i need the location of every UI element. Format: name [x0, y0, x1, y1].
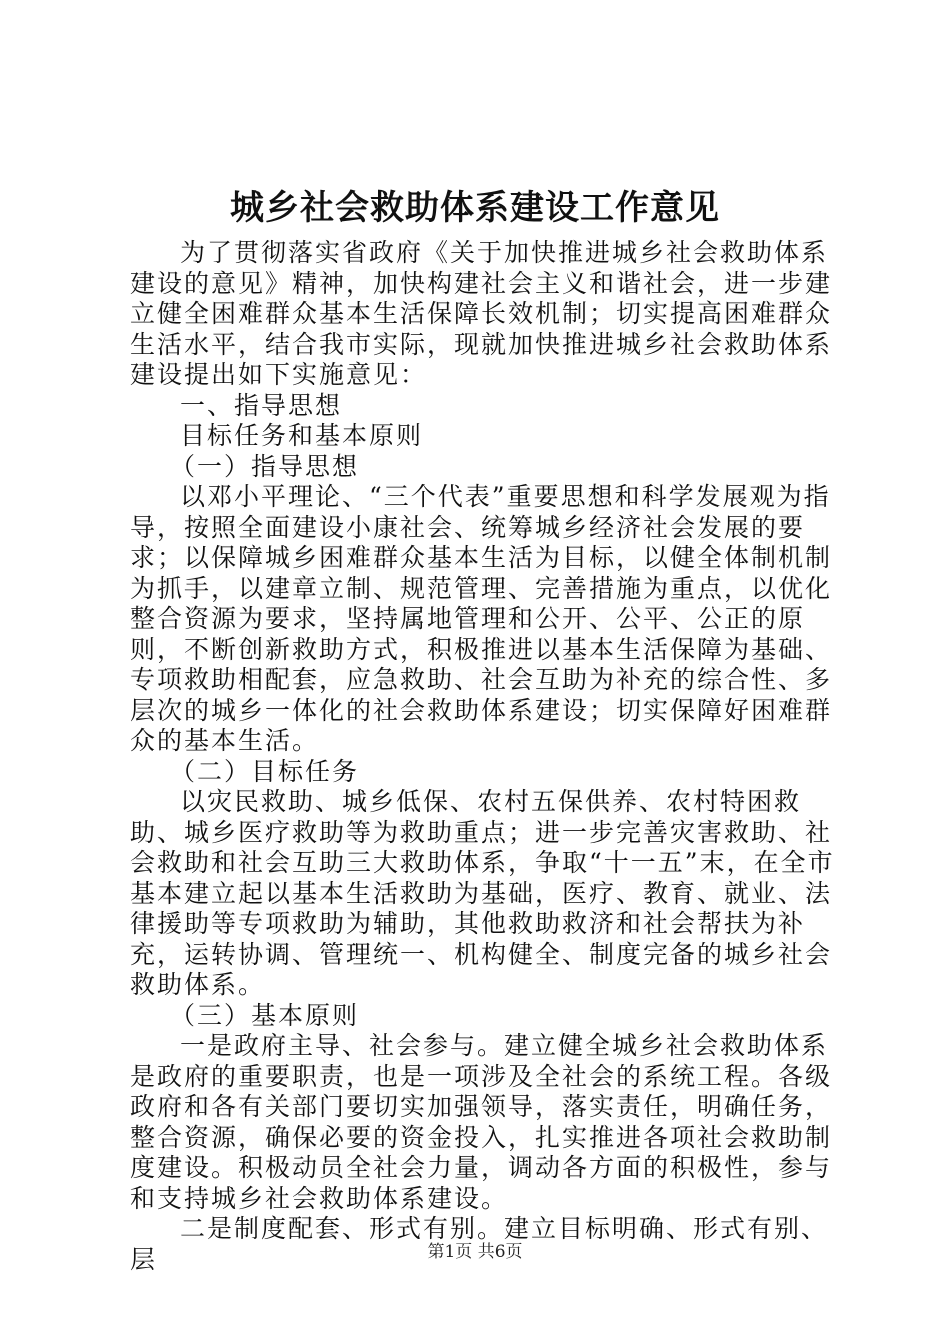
principle-two-paragraph: 二是制度配套、形式有别。建立目标明确、形式有别、层: [130, 1214, 829, 1274]
principle-one-paragraph: 一是政府主导、社会参与。建立健全城乡社会救助体系是政府的重要职责，也是一项涉及全社会的系统工程。各级政府和各有关部门要切实加强领导，落实责任，明确任务，整合资源，确保必要的资金投入，扎实推进各项社会救助制度建设。积极动员全社会力量，调动各方面的积极性，参与和支持城乡社会救助体系建设。: [130, 1031, 833, 1213]
target-tasks-paragraph: 以灾民救助、城乡低保、农村五保供养、农村特困救助、城乡医疗救助等为救助重点；进一步完善灾害救助、社会救助和社会互助三大救助体系，争取“十一五”末，在全市基本建立起以基本生活救助为基础，医疗、教育、就业、法律援助等专项救助为辅助，其他救助救济和社会帮扶为补充，运转协调、管理统一、机构健全、制度完备的城乡社会救助体系。: [130, 787, 835, 999]
guiding-thought-paragraph: 以邓小平理论、“三个代表”重要思想和科学发展观为指导，按照全面建设小康社会、统筹城乡经济社会发展的要求；以保障城乡困难群众基本生活为目标，以健全体制机制为抓手，以建章立制、规范管理、完善措施为重点，以优化整合资源为要求，坚持属地管理和公开、公平、公正的原则，不断创新救助方式，积极推进以基本生活保障为基础、专项救助相配套，应急救助、社会互助为补充的综合性、多层次的城乡一体化的社会救助体系建设；切实保障好困难群众的基本生活。: [130, 482, 833, 755]
subsection-heading-3: （三）基本原则: [170, 1000, 360, 1030]
section-heading-1: 一、指导思想: [180, 390, 343, 420]
page-number-footer: 第1页 共6页: [427, 1242, 523, 1262]
document-title: 城乡社会救助体系建设工作意见: [230, 188, 720, 228]
subsection-heading-2: （二）目标任务: [170, 756, 360, 786]
section-subheading: 目标任务和基本原则: [180, 421, 424, 450]
document-body: [130, 238, 850, 1275]
subsection-heading-1: （一）指导思想: [170, 451, 360, 481]
intro-paragraph: 为了贯彻落实省政府《关于加快推进城乡社会救助体系建设的意见》精神，加快构建社会主义和谐社会，进一步建立健全困难群众基本生活保障长效机制；切实提高困难群众生活水平，结合我市实际，现就加快推进城乡社会救助体系建设提出如下实施意见：: [130, 238, 833, 389]
